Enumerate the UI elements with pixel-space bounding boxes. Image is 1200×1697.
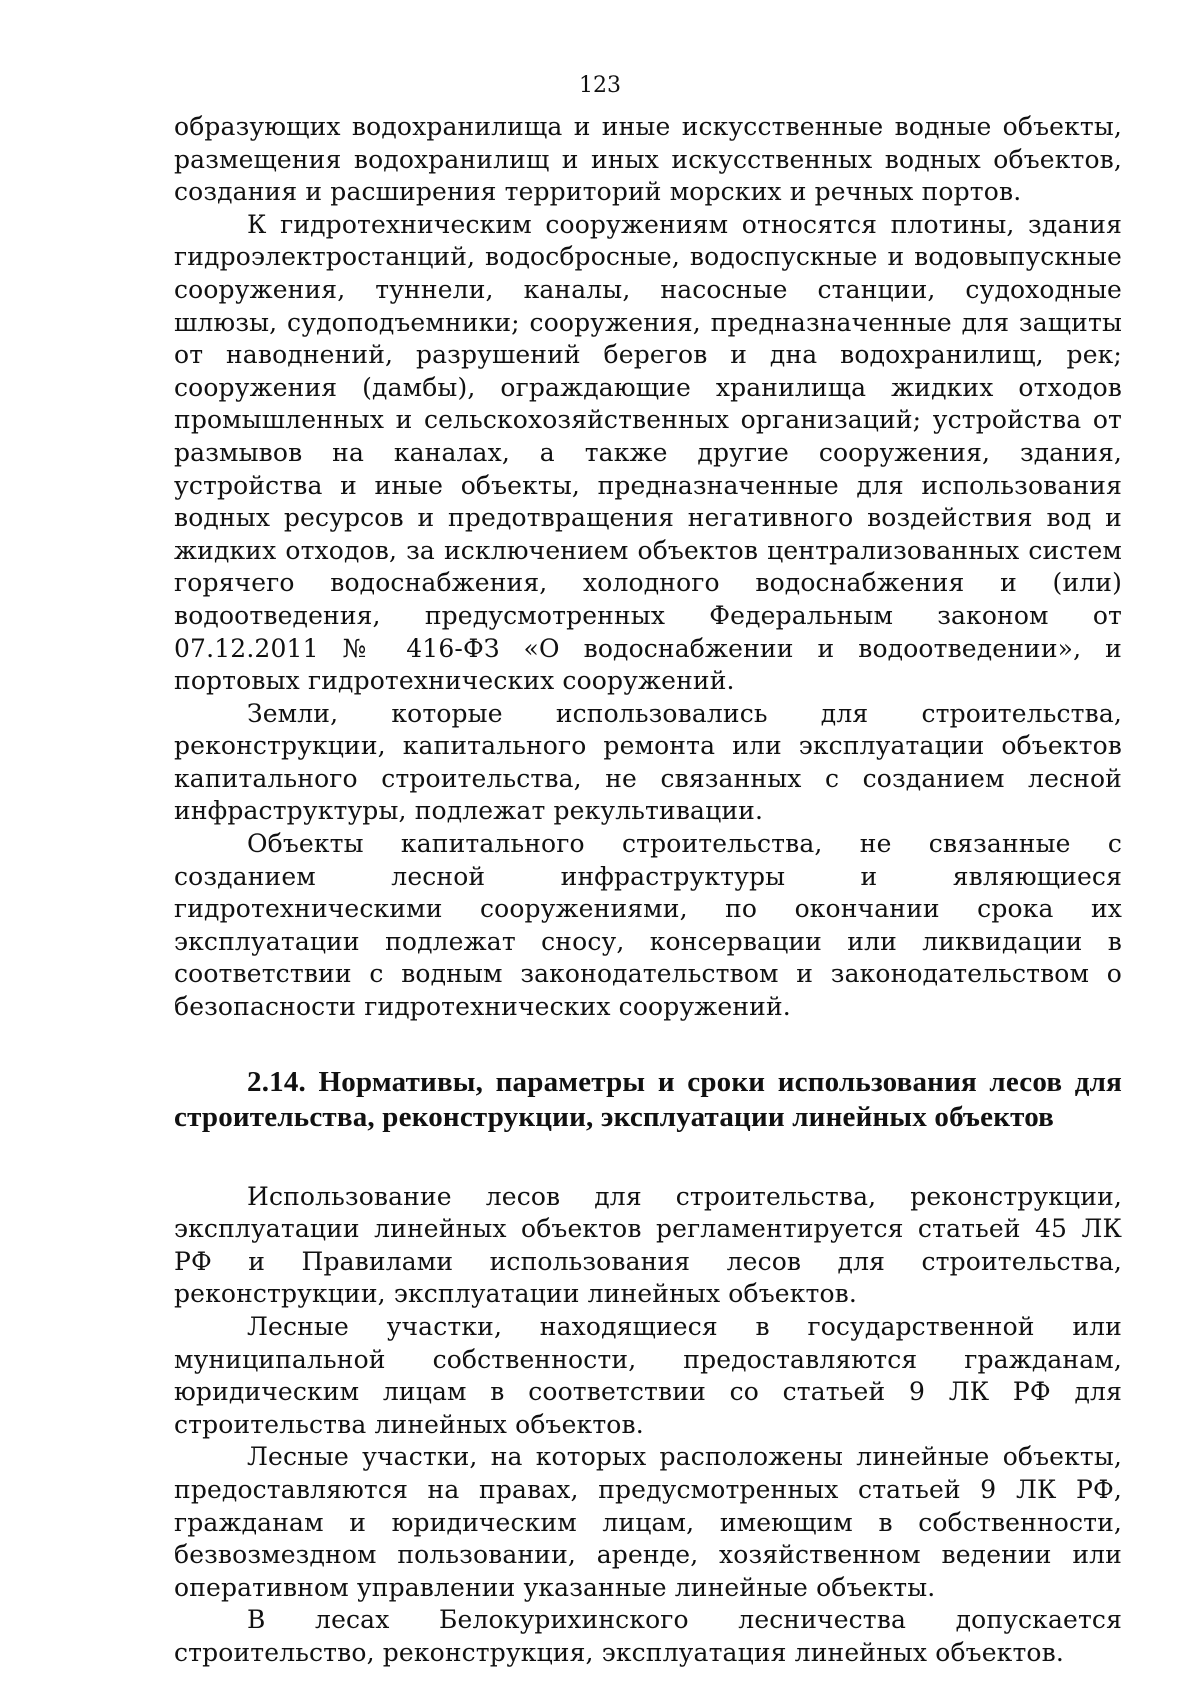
section-heading-2-14: 2.14. Нормативы, параметры и сроки использования лесов для строительства, реконструкции, эксплуатации линейных объектов [174, 1065, 1122, 1133]
paragraph-forest-plots-rights: Лесные участки, на которых расположены линейные объекты, предоставляются на правах, предусмотренных статьей 9 ЛК РФ, гражданам и юридическим лицам, имеющим в собственности, безвозмездном пользовании, аренде, хозяйственном ведении или оперативном управлении указанные линейные объекты. [174, 1442, 1122, 1602]
page-number: 123 [579, 73, 621, 98]
paragraph-belokurikha-forestry: В лесах Белокурихинского лесничества допускается строительство, реконструкция, эксплуатация линейных объектов. [174, 1605, 1122, 1667]
paragraph-hydraulic-structures: К гидротехническим сооружениям относятся плотины, здания гидроэлектростанций, водосбросные, водоспускные и водовыпускные сооружения, туннели, каналы, насосные станции, судоходные шлюзы, судоподъемники; сооружения, предназначенные для защиты от наводнений, разрушений берегов и дна водохранилищ, рек; сооружения (дамбы), ограждающие хранилища жидких отходов промышленных и сельскохозяйственных организаций; устройства от размывов на каналах, а также другие сооружения, здания, устройства и иные объекты, предназначенные для использования водных ресурсов и предотвращения негативного воздействия вод и жидких отходов, за исключением объектов централизованных систем горячего водоснабжения, холодного водоснабжения и (или) водоотведения, предусмотренных Федеральным законом от 07.12.2011 № 416-ФЗ «О водоснабжении и водоотведении», и портовых гидротехнических сооружений. [174, 209, 1122, 696]
document-body [174, 111, 1122, 1670]
paragraph-capital-objects: Объекты капитального строительства, не связанные с созданием лесной инфраструктуры и являющиеся гидротехническими сооружениями, по окончании срока их эксплуатации подлежат сносу, консервации или ликвидации в соответствии с водным законодательством и законодательством о безопасности гидротехнических сооружений. [174, 829, 1122, 1022]
paragraph-forest-plots-provision: Лесные участки, находящиеся в государственной или муниципальной собственности, предоставляются гражданам, юридическим лицам в соответствии со статьей 9 ЛК РФ для строительства линейных объектов. [174, 1312, 1122, 1439]
paragraph-land-recultivation: Земли, которые использовались для строительства, реконструкции, капитального ремонта или эксплуатации объектов капитального строительства, не связанных с созданием лесной инфраструктуры, подлежат рекультивации. [174, 698, 1122, 826]
paragraph-continuation: образующих водохранилища и иные искусственные водные объекты, размещения водохранилищ и иных искусственных водных объектов, создания и расширения территорий морских и речных портов. [174, 112, 1122, 207]
paragraph-forest-use-regulation: Использование лесов для строительства, реконструкции, эксплуатации линейных объектов регламентируется статьей 45 ЛК РФ и Правилами использования лесов для строительства, реконструкции, эксплуатации линейных объектов. [174, 1181, 1122, 1309]
